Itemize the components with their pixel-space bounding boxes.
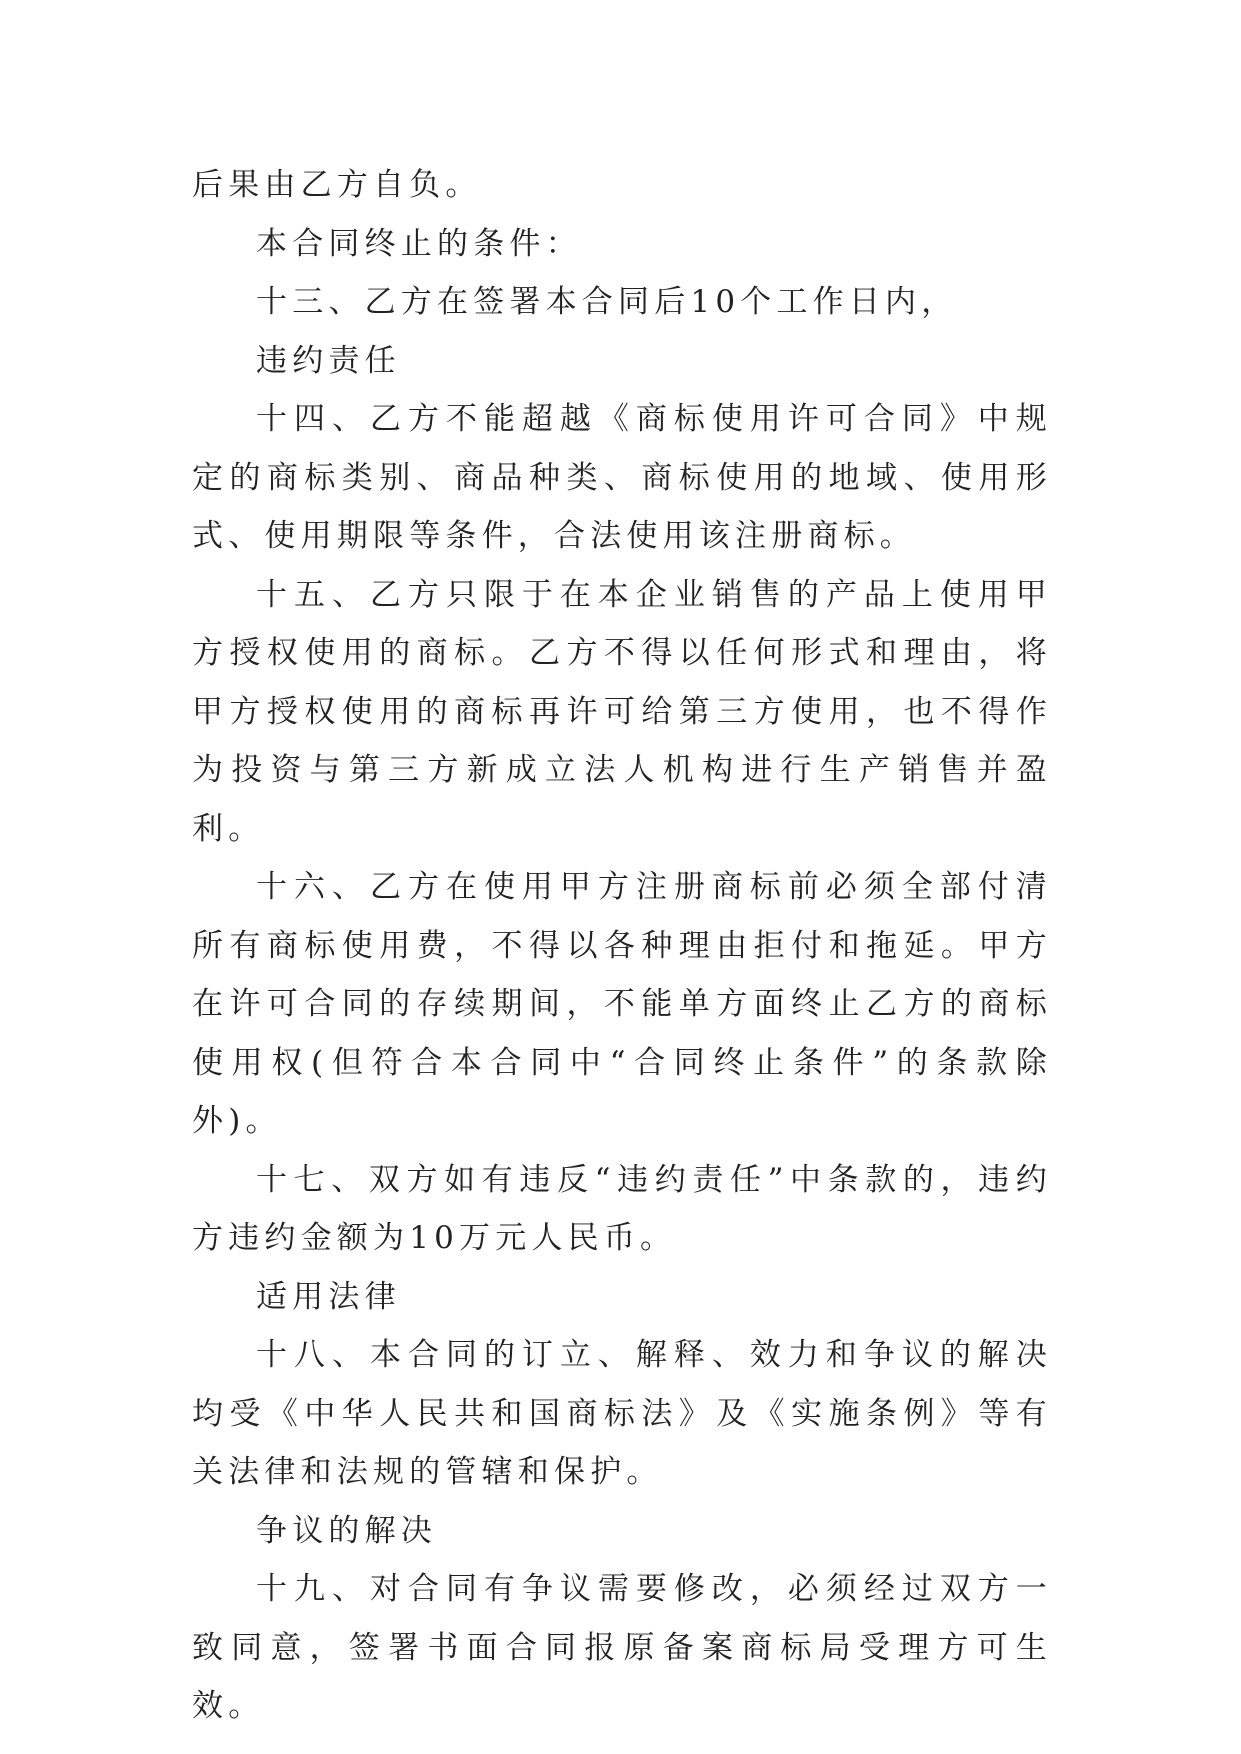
clause-19: 十九、对合同有争议需要修改，必须经过双方一致同意，签署书面合同报原备案商标局受理方可生效。 xyxy=(192,1571,1052,1724)
clause-18: 十八、本合同的订立、解释、效力和争议的解决均受《中华人民共和国商标法》及《实施条例》等有关法律和法规的管辖和保护。 xyxy=(192,1337,1052,1490)
section-heading-applicable-law: 适用法律 xyxy=(256,1278,401,1315)
clause-16: 十六、乙方在使用甲方注册商标前必须全部付清所有商标使用费，不得以各种理由拒付和拖延。甲方在许可合同的存续期间，不能单方面终止乙方的商标使用权(但符合本合同中“合同终止条件”的条款除外)。 xyxy=(192,869,1052,1139)
paragraph-consequence: 后果由乙方自负。 xyxy=(192,167,482,203)
clause-17: 十七、双方如有违反“违约责任”中条款的，违约方违约金额为10万元人民币。 xyxy=(192,1161,1052,1256)
paragraph-termination-conditions: 本合同终止的条件： xyxy=(256,225,582,262)
clause-13: 十三、乙方在签署本合同后10个工作日内， xyxy=(256,284,958,320)
section-heading-dispute-resolution: 争议的解决 xyxy=(256,1512,437,1549)
clause-15: 十五、乙方只限于在本企业销售的产品上使用甲方授权使用的商标。乙方不得以任何形式和理由，将甲方授权使用的商标再许可给第三方使用，也不得作为投资与第三方新成立法人机构进行生产销售并盈利。 xyxy=(192,576,1052,847)
section-heading-liability: 违约责任 xyxy=(256,342,401,379)
document-body xyxy=(192,156,1052,1736)
clause-14: 十四、乙方不能超越《商标使用许可合同》中规定的商标类别、商品种类、商标使用的地域、使用形式、使用期限等条件，合法使用该注册商标。 xyxy=(192,401,1052,554)
